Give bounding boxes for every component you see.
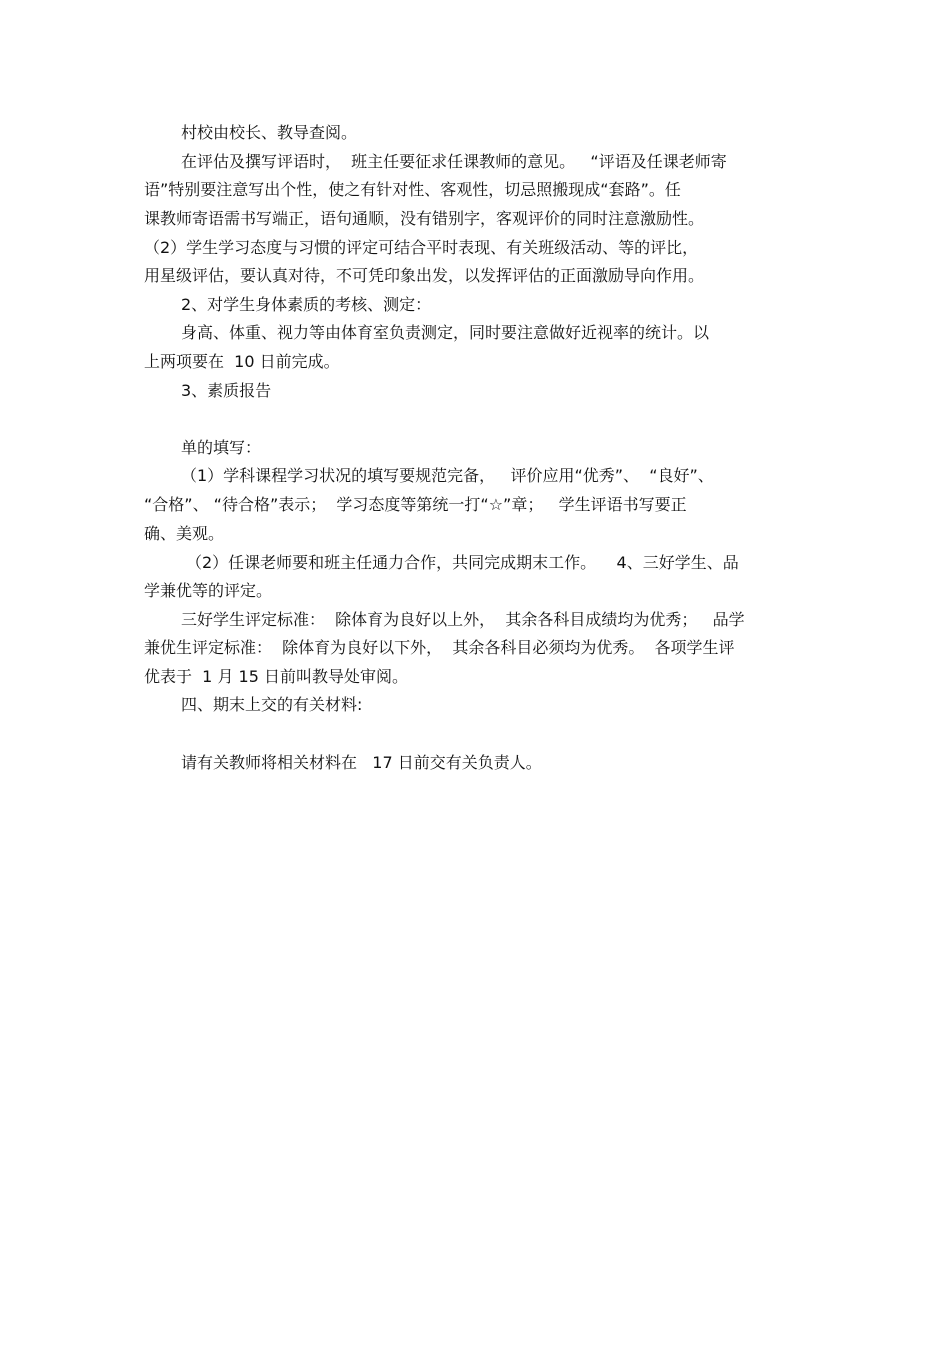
text-line: （2）学生学习态度与习惯的评定可结合平时表现、有关班级活动、等的评比， <box>144 238 699 257</box>
text-line: （1）学科课程学习状况的填写要规范完备， 评价应用“优秀”、 “良好”、 <box>181 466 714 485</box>
text-line: 单的填写： <box>181 438 262 457</box>
text-line: 语”特别要注意写出个性，使之有针对性、客观性，切忌照搬现成“套路”。任 <box>144 180 681 199</box>
text-line: 身高、体重、视力等由体育室负责测定，同时要注意做好近视率的统计。以 <box>181 323 710 342</box>
text-line: 课教师寄语需书写端正，语句通顺，没有错别字，客观评价的同时注意激励性。 <box>144 209 705 228</box>
text-line: 三好学生评定标准： 除体育为良好以上外， 其余各科目成绩均为优秀； 品学 <box>181 610 745 629</box>
text-line: 上两项要在 10 日前完成。 <box>144 352 340 371</box>
text-line: 四、期末上交的有关材料: <box>181 695 363 714</box>
text-line: 兼优生评定标准： 除体育为良好以下外， 其余各科目必须均为优秀。 各项学生评 <box>144 638 735 657</box>
text-line: 确、美观。 <box>144 524 225 543</box>
text-line: 3、素质报告 <box>181 381 272 400</box>
text-line: 用星级评估，要认真对待，不可凭印象出发，以发挥评估的正面激励导向作用。 <box>144 266 705 285</box>
text-line: （2）任课老师要和班主任通力合作，共同完成期末工作。 4、三好学生、品 <box>186 553 739 572</box>
text-line: 2、对学生身体素质的考核、测定： <box>181 295 432 314</box>
text-line: “合格”、 “待合格”表示； 学习态度等第统一打“☆”章； 学生评语书写要正 <box>144 495 687 514</box>
text-line: 优表于 1 月 15 日前叫教导处审阅。 <box>144 667 408 686</box>
text-line: 学兼优等的评定。 <box>144 581 273 600</box>
text-line: 在评估及撰写评语时， 班主任要征求任课教师的意见。 “评语及任课老师寄 <box>181 152 727 171</box>
text-line: 请有关教师将相关材料在 17 日前交有关负责人。 <box>181 753 542 772</box>
text-line: 村校由校长、教导查阅。 <box>181 123 358 142</box>
